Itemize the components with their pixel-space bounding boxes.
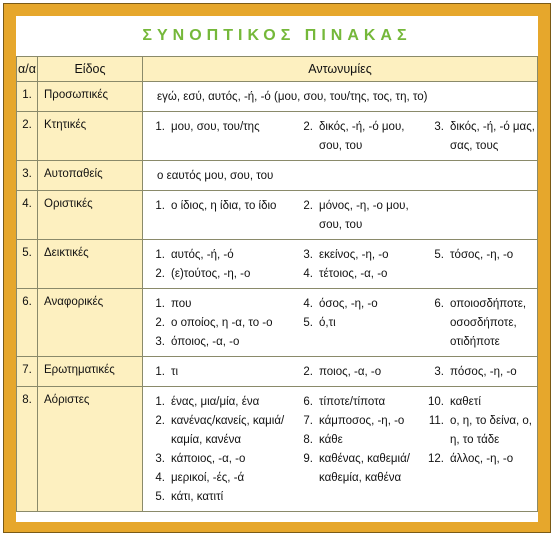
pronoun-column [422,393,537,507]
item-number: 2. [303,200,313,212]
item-number: 5. [155,491,165,503]
pronoun-item [422,363,537,382]
pronoun-item [422,393,537,412]
row-kind: Ερωτηματικές [38,357,143,387]
item-text: κάποιος, -α, -ο [171,453,246,465]
item-number: 1. [155,396,165,408]
pronoun-item [422,118,537,156]
item-number: 2. [303,121,313,133]
item-text: τέτοιος, -α, -ο [319,268,388,280]
item-number: 3. [155,336,165,348]
item-number: 3. [434,121,444,133]
table-row [17,82,538,112]
row-kind: Αναφορικές [38,289,143,357]
pronoun-column [422,246,537,284]
item-text: δικός, -ή, -ό μου, σου, του [319,121,405,152]
pronoun-grid [143,295,537,352]
pronoun-column [143,363,291,382]
header-values: Αντωνυμίες [143,57,538,82]
table-body [17,82,538,512]
pronoun-column [143,246,291,284]
item-number: 5. [434,249,444,261]
pronoun-column [422,118,537,156]
pronoun-item [143,412,291,450]
pronoun-text: εγώ, εσύ, αυτός, -ή, -ό (μου, σου, του/της, τος, τη, το) [157,91,428,103]
item-number: 6. [303,396,313,408]
item-text: (ε)τούτος, -η, -ο [171,268,251,280]
row-kind: Δεικτικές [38,240,143,289]
pronoun-column [291,295,422,352]
pronoun-column [291,246,422,284]
pronoun-item [143,450,291,469]
item-text: αυτός, -ή, -ό [171,249,234,261]
pronoun-item [291,450,422,488]
pronoun-grid [143,118,537,156]
row-values [143,82,538,112]
item-number: 7. [303,415,313,427]
item-text: ο, η, το δείνα, ο, η, το τάδε [450,415,533,446]
pronoun-column [143,197,291,235]
item-text: ποιος, -α, -ο [319,366,382,378]
item-number: 5. [303,317,313,329]
pronoun-item [291,265,422,284]
row-values [143,191,538,240]
item-text: όσος, -η, -ο [319,298,378,310]
item-text: ο οποίος, η -α, το -ο [171,317,273,329]
pronoun-item [143,295,291,314]
item-number: 10. [428,396,444,408]
table-row [17,357,538,387]
row-values [143,161,538,191]
table-row [17,112,538,161]
table-row [17,191,538,240]
header-kind: Είδος [38,57,143,82]
pronoun-column [291,118,422,156]
item-text: ένας, μια/μία, ένα [171,396,260,408]
item-text: καθετί [450,396,481,408]
item-number: 3. [434,366,444,378]
item-text: κάθε [319,434,343,446]
row-values [143,289,538,357]
page-title: ΣΥΝΟΠΤΙΚΟΣ ΠΙΝΑΚΑΣ [142,27,412,44]
row-number: 4. [17,191,38,240]
item-number: 6. [434,298,444,310]
pronoun-text: ο εαυτός μου, σου, του [157,170,274,182]
item-text: οποιοσδήποτε, οσοσδήποτε, οτιδήποτε [450,298,527,348]
pronoun-item [291,393,422,412]
row-values [143,112,538,161]
item-text: κάμποσος, -η, -ο [319,415,405,427]
item-number: 12. [428,453,444,465]
row-values [143,387,538,512]
pronoun-item [143,469,291,488]
pronoun-column [291,197,422,235]
item-text: κάτι, κατιτί [171,491,224,503]
pronoun-grid [143,393,537,507]
row-number: 8. [17,387,38,512]
item-number: 2. [303,366,313,378]
item-number: 9. [303,453,313,465]
item-number: 1. [155,121,165,133]
pronoun-item [143,197,291,216]
item-text: καθένας, καθεμιά/καθεμία, καθένα [319,453,410,484]
row-number: 3. [17,161,38,191]
pronoun-item [422,295,537,352]
item-text: άλλος, -η, -ο [450,453,514,465]
row-values [143,240,538,289]
summary-panel [16,16,538,522]
item-number: 1. [155,249,165,261]
item-number: 3. [303,249,313,261]
pronoun-item [143,265,291,284]
row-number: 5. [17,240,38,289]
item-number: 11. [428,415,444,427]
pronoun-item [291,431,422,450]
pronoun-table [16,56,538,512]
row-kind: Οριστικές [38,191,143,240]
item-number: 1. [155,366,165,378]
row-kind: Αυτοπαθείς [38,161,143,191]
pronoun-item [143,246,291,265]
pronoun-item [143,363,291,382]
table-row [17,240,538,289]
row-number: 6. [17,289,38,357]
item-number: 2. [155,415,165,427]
pronoun-item [143,314,291,333]
item-number: 1. [155,298,165,310]
row-values [143,357,538,387]
item-text: πόσος, -η, -ο [450,366,517,378]
item-text: δικός, -ή, -ό μας, σας, τους [450,121,535,152]
item-text: κανένας/κανείς, καμιά/καμία, κανένα [171,415,285,446]
pronoun-item [291,246,422,265]
item-text: που [171,298,192,310]
item-number: 2. [155,317,165,329]
table-row [17,387,538,512]
pronoun-grid [143,197,537,235]
row-number: 1. [17,82,38,112]
table-header-row [17,57,538,82]
item-number: 4. [155,472,165,484]
pronoun-item [422,412,537,450]
page-frame [3,3,551,533]
pronoun-column [291,393,422,507]
pronoun-item [291,412,422,431]
item-number: 4. [303,268,313,280]
item-text: όποιος, -α, -ο [171,336,240,348]
pronoun-column [291,363,422,382]
pronoun-item [422,246,537,265]
item-text: μερικοί, -ές, -ά [171,472,245,484]
row-number: 7. [17,357,38,387]
pronoun-grid [143,363,537,382]
pronoun-column [143,118,291,156]
item-text: εκείνος, -η, -ο [319,249,389,261]
item-text: τόσος, -η, -ο [450,249,514,261]
item-text: ο ίδιος, η ίδια, το ίδιο [171,200,277,212]
item-text: τι [171,366,179,378]
row-number: 2. [17,112,38,161]
item-text: ό,τι [319,317,336,329]
pronoun-item [291,118,422,156]
item-number: 8. [303,434,313,446]
item-number: 2. [155,268,165,280]
header-num: α/α [17,57,38,82]
row-kind: Αόριστες [38,387,143,512]
pronoun-item [291,363,422,382]
pronoun-column [422,295,537,352]
pronoun-column [422,197,537,235]
row-kind: Προσωπικές [38,82,143,112]
item-number: 4. [303,298,313,310]
item-number: 3. [155,453,165,465]
pronoun-item [143,488,291,507]
pronoun-item [291,197,422,235]
table-row [17,161,538,191]
pronoun-column [143,295,291,352]
pronoun-item [291,314,422,333]
item-text: μου, σου, του/της [171,121,260,133]
pronoun-grid [143,246,537,284]
pronoun-item [143,118,291,137]
pronoun-item [143,393,291,412]
pronoun-column [422,363,537,382]
item-text: τίποτε/τίποτα [319,396,386,408]
row-kind: Κτητικές [38,112,143,161]
pronoun-item [143,333,291,352]
item-number: 1. [155,200,165,212]
pronoun-item [422,450,537,469]
pronoun-column [143,393,291,507]
pronoun-item [291,295,422,314]
item-text: μόνος, -η, -ο μου, σου, του [319,200,409,231]
table-row [17,289,538,357]
